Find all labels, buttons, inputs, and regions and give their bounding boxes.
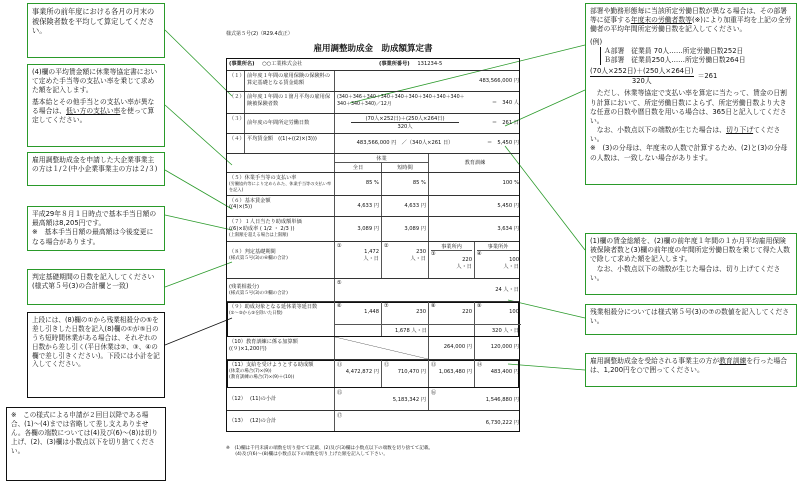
table-cell <box>335 279 521 301</box>
callout-max-daily <box>27 206 165 251</box>
text-label: ※ この様式による申請が２回目以降である場合、(1)～(4)までは省略して差し支えありません。各欄の端数については(4)及び(6)～(8)は切り上げ、(2)、(3)欄は小数点以下を切り捨てください。 <box>11 411 158 455</box>
callout-period-days <box>27 269 165 305</box>
row-1-value: 483,566,000 円 <box>479 78 519 84</box>
text-label: ⑥ <box>337 303 342 309</box>
text-label: （12） <box>229 396 246 402</box>
text-label: ① <box>337 243 342 249</box>
text-label: ※ (1)欄は千円未満の端数を切り捨てて記載、(2)及び(3)欄は小数点以下の端数を切り捨てて記載。 <box>226 446 434 451</box>
text-label: 休業手当等の支払い率 <box>244 175 297 181</box>
text-label: (様式第５号(3)の⑦欄の合計) <box>229 291 288 296</box>
row-5 <box>227 173 519 196</box>
table-cell <box>227 173 335 195</box>
office-name: ○○工業株式会社 <box>262 61 303 67</box>
table-cell <box>227 154 335 172</box>
text-label: ② <box>384 243 389 249</box>
text-label: （11） <box>229 362 246 368</box>
text-label: を行った場合は、1,200円を○で囲ってください。 <box>590 357 788 375</box>
text-label: 部署や勤務形態毎に当該所定労働日数が異なる場合は、その部署等に従事する <box>590 7 788 25</box>
office-number: 131234-5 <box>417 61 443 67</box>
text-label: 1,448 <box>364 309 379 315</box>
text-label: 判定基礎期間の日数を記入してください(様式第５号(3)の合計欄と一致) <box>32 273 155 291</box>
text-label: ⑤ <box>337 280 342 286</box>
table-cell: 前年度の年間所定労働日数 <box>245 114 335 133</box>
form-footnote <box>226 446 526 458</box>
text-label: 264,000 円 <box>443 344 472 350</box>
text-label: 支給を受けようとする助成額 <box>245 362 314 368</box>
table-cell <box>429 242 475 278</box>
table-cell: 休業 <box>335 154 429 163</box>
text-label: なお、小数点以下の端数が生じた場合は、 <box>596 126 726 135</box>
row-4-value: ＝ 5,450 円 <box>486 140 519 146</box>
text-label: (事業所名) <box>229 61 255 67</box>
subsidy-calculation-form <box>226 30 520 458</box>
table-cell: 5,450 円 <box>497 203 519 209</box>
overtime-offset-value: 24 人・日 <box>495 287 519 293</box>
text-label: 220 <box>462 309 472 315</box>
text-label: (①〜⑤から⑤を除いた日数) <box>229 311 283 316</box>
text-label: 低い方の支払い率 <box>65 106 121 115</box>
callout-average-wage <box>585 233 797 295</box>
text-label: （７） <box>229 219 245 225</box>
row-3-numerator: (70人×252日)＋(250人×264日) <box>351 115 459 123</box>
text-label: 100 <box>509 257 519 263</box>
text-label: ((6)×助成率 ( 1/2 ・ 2/3 )) <box>229 226 295 232</box>
text-label: 710,470 円 <box>397 369 426 375</box>
table-cell <box>429 360 475 387</box>
row-3 <box>227 114 519 134</box>
calculation-table <box>226 58 520 432</box>
text-label: (例) <box>590 37 603 46</box>
text-label: 切り下げ <box>725 126 754 135</box>
row-3-value: ＝ 261 日 <box>491 120 519 126</box>
text-label: (労働協約等により定められた、休業手当等の支払い率を記入) <box>229 181 332 192</box>
text-label: 230 <box>416 309 426 315</box>
table-cell: 4,633 円 <box>335 196 382 216</box>
text-label: (4)欄の平均賃金額に休業等協定書において定めた手当等の支払い率を乗じて求めた額を記入します。 <box>32 68 158 95</box>
table-cell: 3,089 円 <box>335 217 382 241</box>
row-12 <box>227 388 519 411</box>
text-label: 雇用調整助成金を申請した大企業事業主の方は１/２(中小企業事業主の方は２/３) <box>32 156 158 174</box>
text-label: Ｂ部署 従業員250人……所定労働日数264日 <box>604 55 746 64</box>
text-label: ※ 基本手当日額の最高額は今後変更になる場合があります。 <box>32 228 154 246</box>
callout-second-application <box>6 407 166 481</box>
subtotal-kyugyo: 5,183,342 円 <box>392 397 426 403</box>
text-label: ④ <box>477 251 482 257</box>
table-cell <box>382 360 429 387</box>
row-2-value: ＝ 340 人 <box>491 100 519 106</box>
row-6 <box>227 196 519 217</box>
text-label: ⑮ <box>337 390 343 396</box>
text-label: ⑫ <box>384 362 390 368</box>
text-label: ＝261 <box>697 72 718 81</box>
text-label: ⑨ <box>477 303 482 309</box>
text-label: を使って算定してください。 <box>32 106 155 124</box>
text-label: ((９)×1,200円) <box>229 346 267 352</box>
table-cell: 全日 <box>335 163 382 172</box>
text-label: 220 <box>462 257 472 263</box>
table-cell <box>227 59 377 70</box>
row-7 <box>227 217 519 242</box>
callout-training <box>585 353 797 387</box>
text-label: ※ (3)の分母は、年度末の人数で計算するため、(2)と(3)の分母の人数は、一致しない場合があります。 <box>590 144 788 162</box>
table-cell <box>429 337 475 359</box>
text-label: １人日当たり助成額単価 <box>244 219 302 225</box>
text-label: 事業所内 <box>431 243 472 251</box>
table-cell <box>227 302 335 336</box>
text-label: 上段には、(8)欄の①から残業相殺分の⑤を差し引きした日数を記入(8)欄の①が⑤日のうち短時間休業がある場合は、それぞれの日数から差し引く(平日休業は②、③、④の欄で差し引きください)。下段には小計を記入してください。 <box>32 316 160 369</box>
table-cell: 教育訓練 <box>464 160 486 166</box>
callout-overtime-offset <box>27 312 165 398</box>
text-label: (休業の場合(7)×(9)) <box>229 369 272 374</box>
table-cell: （３） <box>227 114 245 133</box>
text-label: (4)及び(6)～(8)欄は小数点以下の端数を切り上げた額を記入して下さい。 <box>226 452 388 458</box>
callout-annual-workdays <box>585 3 797 185</box>
row-11 <box>227 360 519 388</box>
text-label: ⑭ <box>477 362 483 368</box>
table-cell <box>377 59 521 70</box>
text-label: (様式第５号(3)の⑥欄の合計) <box>229 256 288 261</box>
callout-overtime-note <box>585 304 797 335</box>
text-label: 人・日 <box>363 256 379 262</box>
table-cell <box>227 242 335 278</box>
callout-subsidy-rate <box>27 152 165 186</box>
row-8 <box>227 242 519 279</box>
table-cell: 85 % <box>335 173 382 195</box>
row-1 <box>227 71 519 92</box>
table-cell <box>335 114 475 133</box>
text-label: 教育訓練 <box>719 357 747 365</box>
text-label: 100 <box>509 309 519 315</box>
text-label: ただし、休業等協定で支払い率を算定に当たって、賃金の日割り計算において、所定労働日数によらず、所定労働日数より大きな任意の日数や暦日数を用いる場合は、365日と記入してください。 <box>590 89 787 125</box>
table-cell: 120,000 円 <box>490 344 519 350</box>
row-4 <box>227 134 519 154</box>
column-header-row <box>227 154 519 173</box>
text-label: 残業相殺分については様式第５号(3)の⑦の数値を記入してください。 <box>590 308 790 326</box>
text-label: 1,472 <box>364 249 379 255</box>
grand-total: 6,730,222 円 <box>485 420 519 426</box>
table-cell <box>475 360 521 387</box>
text-label: （10） <box>229 339 246 345</box>
table-cell: 85 % <box>382 173 429 195</box>
table-cell <box>382 242 429 278</box>
text-label: なお、小数点以下の端数が生じた場合は、切り上げてください。 <box>590 264 781 282</box>
text-label: てください。 <box>590 126 781 144</box>
text-label: 年度末の労働者数等 <box>630 16 692 25</box>
table-cell <box>227 217 335 241</box>
table-cell <box>227 279 335 301</box>
callout-payment-rate <box>27 64 165 147</box>
connector-line <box>165 215 232 230</box>
connector-line <box>165 262 232 287</box>
text-label: 230 <box>416 249 426 255</box>
table-cell: 短時間 <box>382 163 429 172</box>
text-label: 助成対象となる延休業等延日数 <box>244 304 318 310</box>
row-2-calc: (340＋346＋340＋340＋340＋340＋340＋340＋340＋340＋340＋340)／12月 <box>337 95 465 107</box>
table-cell <box>227 360 335 387</box>
text-label: (残業相殺分) <box>229 284 259 290</box>
text-label: 1,063,480 円 <box>438 369 472 375</box>
row-3-denominator: 320人 <box>397 124 413 130</box>
text-label: ⑬ <box>431 362 437 368</box>
table-cell <box>227 411 335 431</box>
table-cell <box>335 388 429 410</box>
text-label: 事業所の前年度における各月の月末の被保険者数を平均して算定してください。 <box>32 7 155 36</box>
form-title: 雇用調整助成金 助成額算定書 <box>313 44 433 54</box>
text-label: ⑧ <box>431 303 436 309</box>
text-label: (教育訓練の場合(7)×(9)＋(10)) <box>229 375 295 380</box>
connector-line <box>165 318 232 345</box>
row-4-calc: 483,566,000 円 ／（340人×261 日） <box>356 140 454 146</box>
text-label: ⑰ <box>337 413 343 419</box>
text-label: (11)の小計 <box>249 396 277 402</box>
text-label: 320 人・日 <box>429 324 521 336</box>
table-cell: 3,634 円 <box>497 226 519 232</box>
text-label: (12)の合計 <box>249 418 277 424</box>
row-13 <box>227 411 519 431</box>
text-label: （６） <box>229 198 245 204</box>
text-label: ⑦ <box>384 303 389 309</box>
office-row <box>227 59 519 71</box>
table-cell <box>335 337 429 359</box>
text-label: (70人×252日)＋(250人×264日) <box>590 67 694 77</box>
text-label: 人・日 <box>410 256 426 262</box>
table-cell <box>335 360 382 387</box>
form-number: 様式第５号(2)（R29.4改正） <box>226 31 293 37</box>
subtotal-kyoiku: 1,546,880 円 <box>485 397 519 403</box>
text-label: 基本賃金額 <box>244 198 271 204</box>
table-cell: 前年度１年間の雇用保険の保険料の算定基礎となる賃金総額 <box>245 71 335 91</box>
text-label: 320人 <box>631 77 652 86</box>
table-cell: （４） <box>227 134 245 153</box>
text-label: 事業所外 <box>477 243 519 251</box>
table-cell <box>227 388 335 410</box>
text-label: 483,400 円 <box>490 369 519 375</box>
text-label: 教育訓練に係る加算額 <box>245 339 298 345</box>
text-label: 1,678 人・日 <box>335 324 429 336</box>
text-label: 人・日 <box>456 264 472 270</box>
table-cell: （１） <box>227 71 245 91</box>
table-cell <box>429 388 521 410</box>
table-cell: 3,089 円 <box>382 217 429 241</box>
text-label: （５） <box>229 175 245 181</box>
row-9 <box>227 302 519 337</box>
text-label: 基本給とその他手当との支払い率が異なる場合は、 <box>32 97 155 115</box>
text-label: （８） <box>229 249 245 255</box>
text-label: （13） <box>229 418 246 424</box>
callout-monthly-insured <box>27 3 165 58</box>
table-cell <box>227 337 335 359</box>
text-label: ③ <box>431 251 436 257</box>
text-label: (※)により加重平均を上記の全労働者の平均年間所定労働日数を記入してください。 <box>590 16 792 34</box>
table-cell: 4,633 円 <box>382 196 429 216</box>
text-label: (1)欄の賃金総額を、(2)欄の前年度１年間の１か月平均雇用保険被保険者数と(3)欄の前年度の年間所定労働日数を乗じて得た人数で除して求めた額を記入します。 <box>590 237 790 264</box>
row-10 <box>227 337 519 360</box>
text-label: 平成29年８月１日時点で基本手当日額の最高額は8,205円です。 <box>32 210 157 228</box>
connector-line <box>165 30 232 96</box>
table-cell: 前年度１年間の１箇月平均の雇用保険被保険者数 <box>245 92 335 113</box>
text-label: 判定基礎期間 <box>244 249 276 255</box>
text-label: 人・日 <box>503 264 519 270</box>
text-label: (事業所番号) <box>379 61 410 67</box>
row-overtime-offset <box>227 279 519 302</box>
row-2 <box>227 92 519 114</box>
table-cell <box>335 242 382 278</box>
text-label: ((4)×(5)) <box>229 204 253 210</box>
text-label: (上限額を超える場合は上限額) <box>229 233 289 238</box>
text-label: 雇用調整助成金を受給される事業主の方が <box>590 357 720 365</box>
table-cell <box>335 411 521 431</box>
table-cell <box>227 196 335 216</box>
connector-line <box>165 105 232 165</box>
table-cell: （２） <box>227 92 245 113</box>
text-label: （９） <box>229 304 245 310</box>
table-cell <box>475 242 521 278</box>
connector-line <box>165 170 232 209</box>
table-cell: 100 % <box>502 180 519 186</box>
text-label: Ａ部署 従業員 70人……所定労働日数252日 <box>604 46 744 55</box>
text-label: ⑯ <box>431 390 437 396</box>
table-cell: 平均賃金額 ((1)÷((2)×(3))) <box>245 134 335 153</box>
text-label: 4,472,872 円 <box>345 369 379 375</box>
text-label: ⑪ <box>337 362 343 368</box>
